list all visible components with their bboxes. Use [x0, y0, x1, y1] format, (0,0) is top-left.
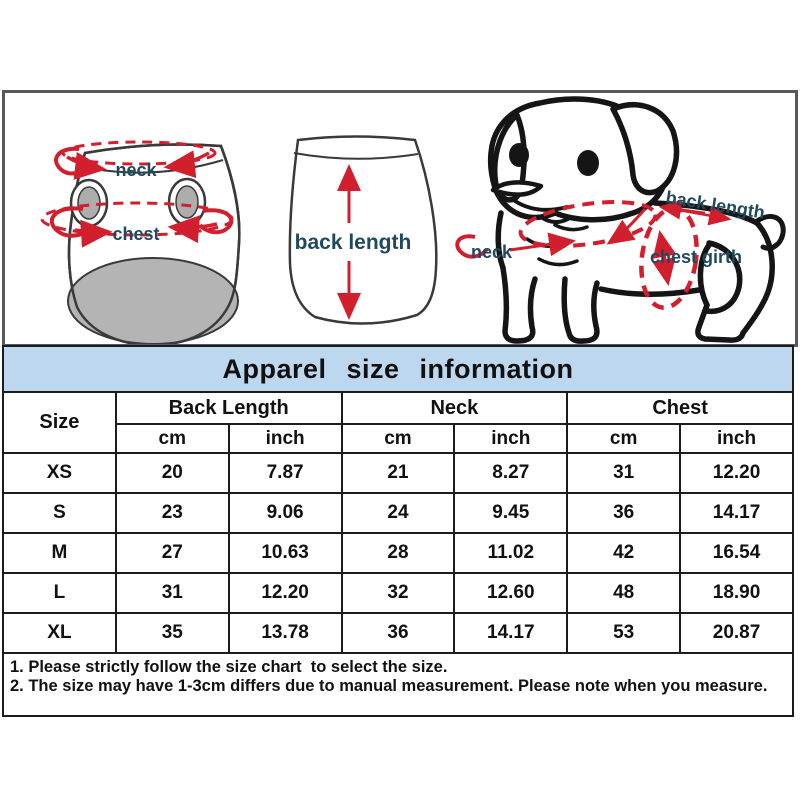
- front-garment-neck-label: neck: [115, 160, 157, 180]
- value-cell: 12.20: [229, 573, 342, 613]
- unit-header: inch: [454, 424, 567, 453]
- table-row: [3, 573, 793, 613]
- value-cell: 10.63: [229, 533, 342, 573]
- value-cell: 8.27: [454, 453, 567, 493]
- table-header-row: [3, 392, 793, 424]
- front-garment-chest-label: chest: [112, 224, 160, 244]
- unit-header: cm: [116, 424, 229, 453]
- dog-nose: [493, 182, 541, 194]
- unit-header: cm: [567, 424, 680, 453]
- value-cell: 35: [116, 613, 229, 653]
- size-cell: M: [3, 533, 116, 573]
- value-cell: 14.17: [680, 493, 793, 533]
- unit-header: cm: [342, 424, 455, 453]
- value-cell: 31: [116, 573, 229, 613]
- value-cell: 23: [116, 493, 229, 533]
- value-cell: 42: [567, 533, 680, 573]
- dog-chest-girth-label: chest girth: [650, 247, 743, 267]
- size-cell: S: [3, 493, 116, 533]
- value-cell: 18.90: [680, 573, 793, 613]
- dog-back-length-label: back length: [664, 187, 767, 223]
- measurement-diagram-panel: [2, 90, 798, 347]
- back-length-column-header: Back Length: [116, 392, 342, 424]
- value-cell: 9.06: [229, 493, 342, 533]
- table-row: [3, 493, 793, 533]
- size-cell: XS: [3, 453, 116, 493]
- value-cell: 36: [342, 613, 455, 653]
- value-cell: 14.17: [454, 613, 567, 653]
- dog-eye-right: [577, 150, 599, 176]
- size-chart-notes: [2, 654, 794, 717]
- size-chart: [2, 345, 794, 717]
- table-row: [3, 533, 793, 573]
- value-cell: 24: [342, 493, 455, 533]
- value-cell: 32: [342, 573, 455, 613]
- value-cell: 48: [567, 573, 680, 613]
- value-cell: 27: [116, 533, 229, 573]
- value-cell: 21: [342, 453, 455, 493]
- neck-column-header: Neck: [342, 392, 568, 424]
- value-cell: 53: [567, 613, 680, 653]
- value-cell: 36: [567, 493, 680, 533]
- size-table: [2, 391, 794, 654]
- note-line: 1. Please strictly follow the size chart to select the size.: [10, 658, 448, 676]
- value-cell: 20: [116, 453, 229, 493]
- measurement-diagram: [5, 93, 795, 344]
- value-cell: 9.45: [454, 493, 567, 533]
- value-cell: 12.60: [454, 573, 567, 613]
- value-cell: 13.78: [229, 613, 342, 653]
- table-row: [3, 453, 793, 493]
- value-cell: 7.87: [229, 453, 342, 493]
- value-cell: 11.02: [454, 533, 567, 573]
- value-cell: 20.87: [680, 613, 793, 653]
- value-cell: 31: [567, 453, 680, 493]
- table-units-row: [3, 424, 793, 453]
- front-garment-illustration: [42, 142, 239, 344]
- value-cell: 16.54: [680, 533, 793, 573]
- unit-header: inch: [229, 424, 342, 453]
- dog-eye-left: [509, 143, 529, 167]
- unit-header: inch: [680, 424, 793, 453]
- size-chart-title-band: [2, 345, 794, 391]
- back-garment-illustration: [290, 137, 436, 324]
- table-row: [3, 613, 793, 653]
- size-cell: XL: [3, 613, 116, 653]
- value-cell: 28: [342, 533, 455, 573]
- value-cell: 12.20: [680, 453, 793, 493]
- note-line: 2. The size may have 1-3cm differs due to manual measurement. Please note when you measure.: [10, 677, 768, 695]
- size-cell: L: [3, 573, 116, 613]
- size-column-header: Size: [3, 392, 116, 453]
- back-garment-back-length-label: back length: [294, 231, 412, 254]
- dog-neck-label: neck: [471, 242, 513, 262]
- chest-column-header: Chest: [567, 392, 793, 424]
- size-chart-title: Apparel size information: [222, 353, 574, 384]
